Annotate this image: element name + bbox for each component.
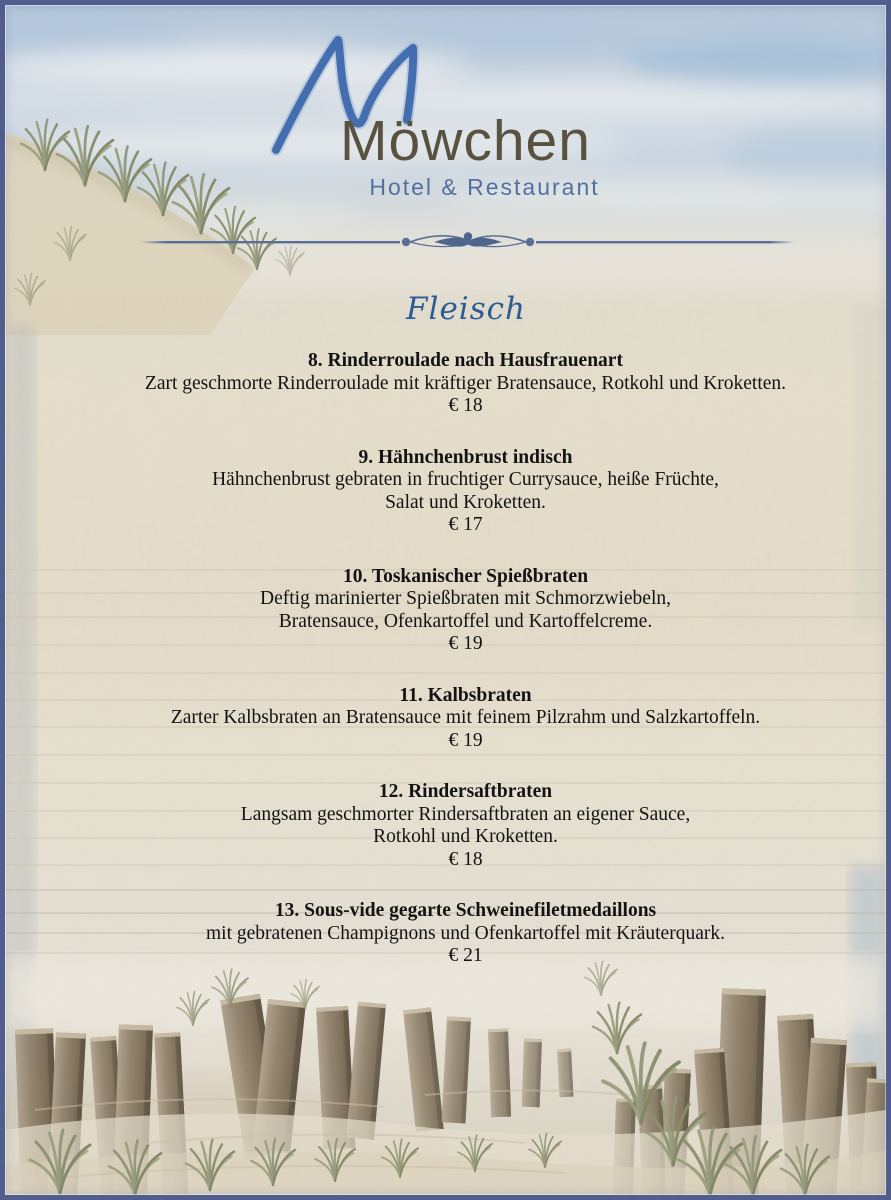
- menu-item: [45, 685, 886, 753]
- menu-item-price: € 18: [448, 395, 483, 416]
- menu-item: [45, 781, 886, 871]
- menu-item: [45, 447, 886, 537]
- menu-item-price: € 17: [448, 514, 483, 535]
- section-title: Fleisch: [406, 291, 526, 327]
- menu-item-price: € 21: [448, 945, 483, 966]
- menu-item-title: 8. Rinderroulade nach Hausfrauenart: [308, 350, 623, 371]
- menu-item: [45, 900, 886, 968]
- brand-name: Möwchen: [340, 109, 591, 173]
- divider-ornament: [140, 231, 795, 253]
- menu-item-description: Bratensauce, Ofenkartoffel und Kartoffelcreme.: [278, 610, 653, 632]
- brand-tagline: Hotel & Restaurant: [369, 174, 600, 200]
- menu-item-description: Zarter Kalbsbraten an Bratensauce mit feinem Pilzrahm und Salzkartoffeln.: [170, 707, 761, 728]
- menu-item-description: Deftig marinierter Spießbraten mit Schmorzwiebeln,: [260, 588, 671, 609]
- menu-item-description: Rotkohl und Kroketten.: [373, 826, 558, 847]
- menu-item-description: Zart geschmorte Rinderroulade mit kräftiger Bratensauce, Rotkohl und Kroketten.: [144, 372, 787, 394]
- menu-item-description: Hähnchenbrust gebraten in fruchtiger Currysauce, heiße Früchte,: [212, 469, 719, 490]
- menu-item-price: € 19: [448, 729, 483, 751]
- menu-item-title: 13. Sous-vide gegarte Schweinefiletmedaillons: [274, 900, 657, 921]
- menu-list: [45, 350, 886, 997]
- menu-item-title: 10. Toskanischer Spießbraten: [342, 565, 589, 587]
- menu-item-price: € 18: [448, 848, 483, 870]
- menu-item-description: Salat und Kroketten.: [385, 491, 546, 513]
- menu-item-description: mit gebratenen Champignons und Ofenkartoffel mit Kräuterquark.: [206, 922, 725, 944]
- menu-item-description: Langsam geschmorter Rindersaftbraten an eigener Sauce,: [240, 803, 691, 825]
- seagull-ornament-icon: [434, 232, 502, 246]
- menu-item-title: 11. Kalbsbraten: [399, 684, 532, 706]
- menu-item: [45, 350, 886, 418]
- menu-item-price: € 19: [448, 633, 483, 654]
- menu-item-title: 12. Rindersaftbraten: [378, 781, 553, 802]
- menu-item-title: 9. Hähnchenbrust indisch: [358, 446, 573, 468]
- menu-item: [45, 566, 886, 656]
